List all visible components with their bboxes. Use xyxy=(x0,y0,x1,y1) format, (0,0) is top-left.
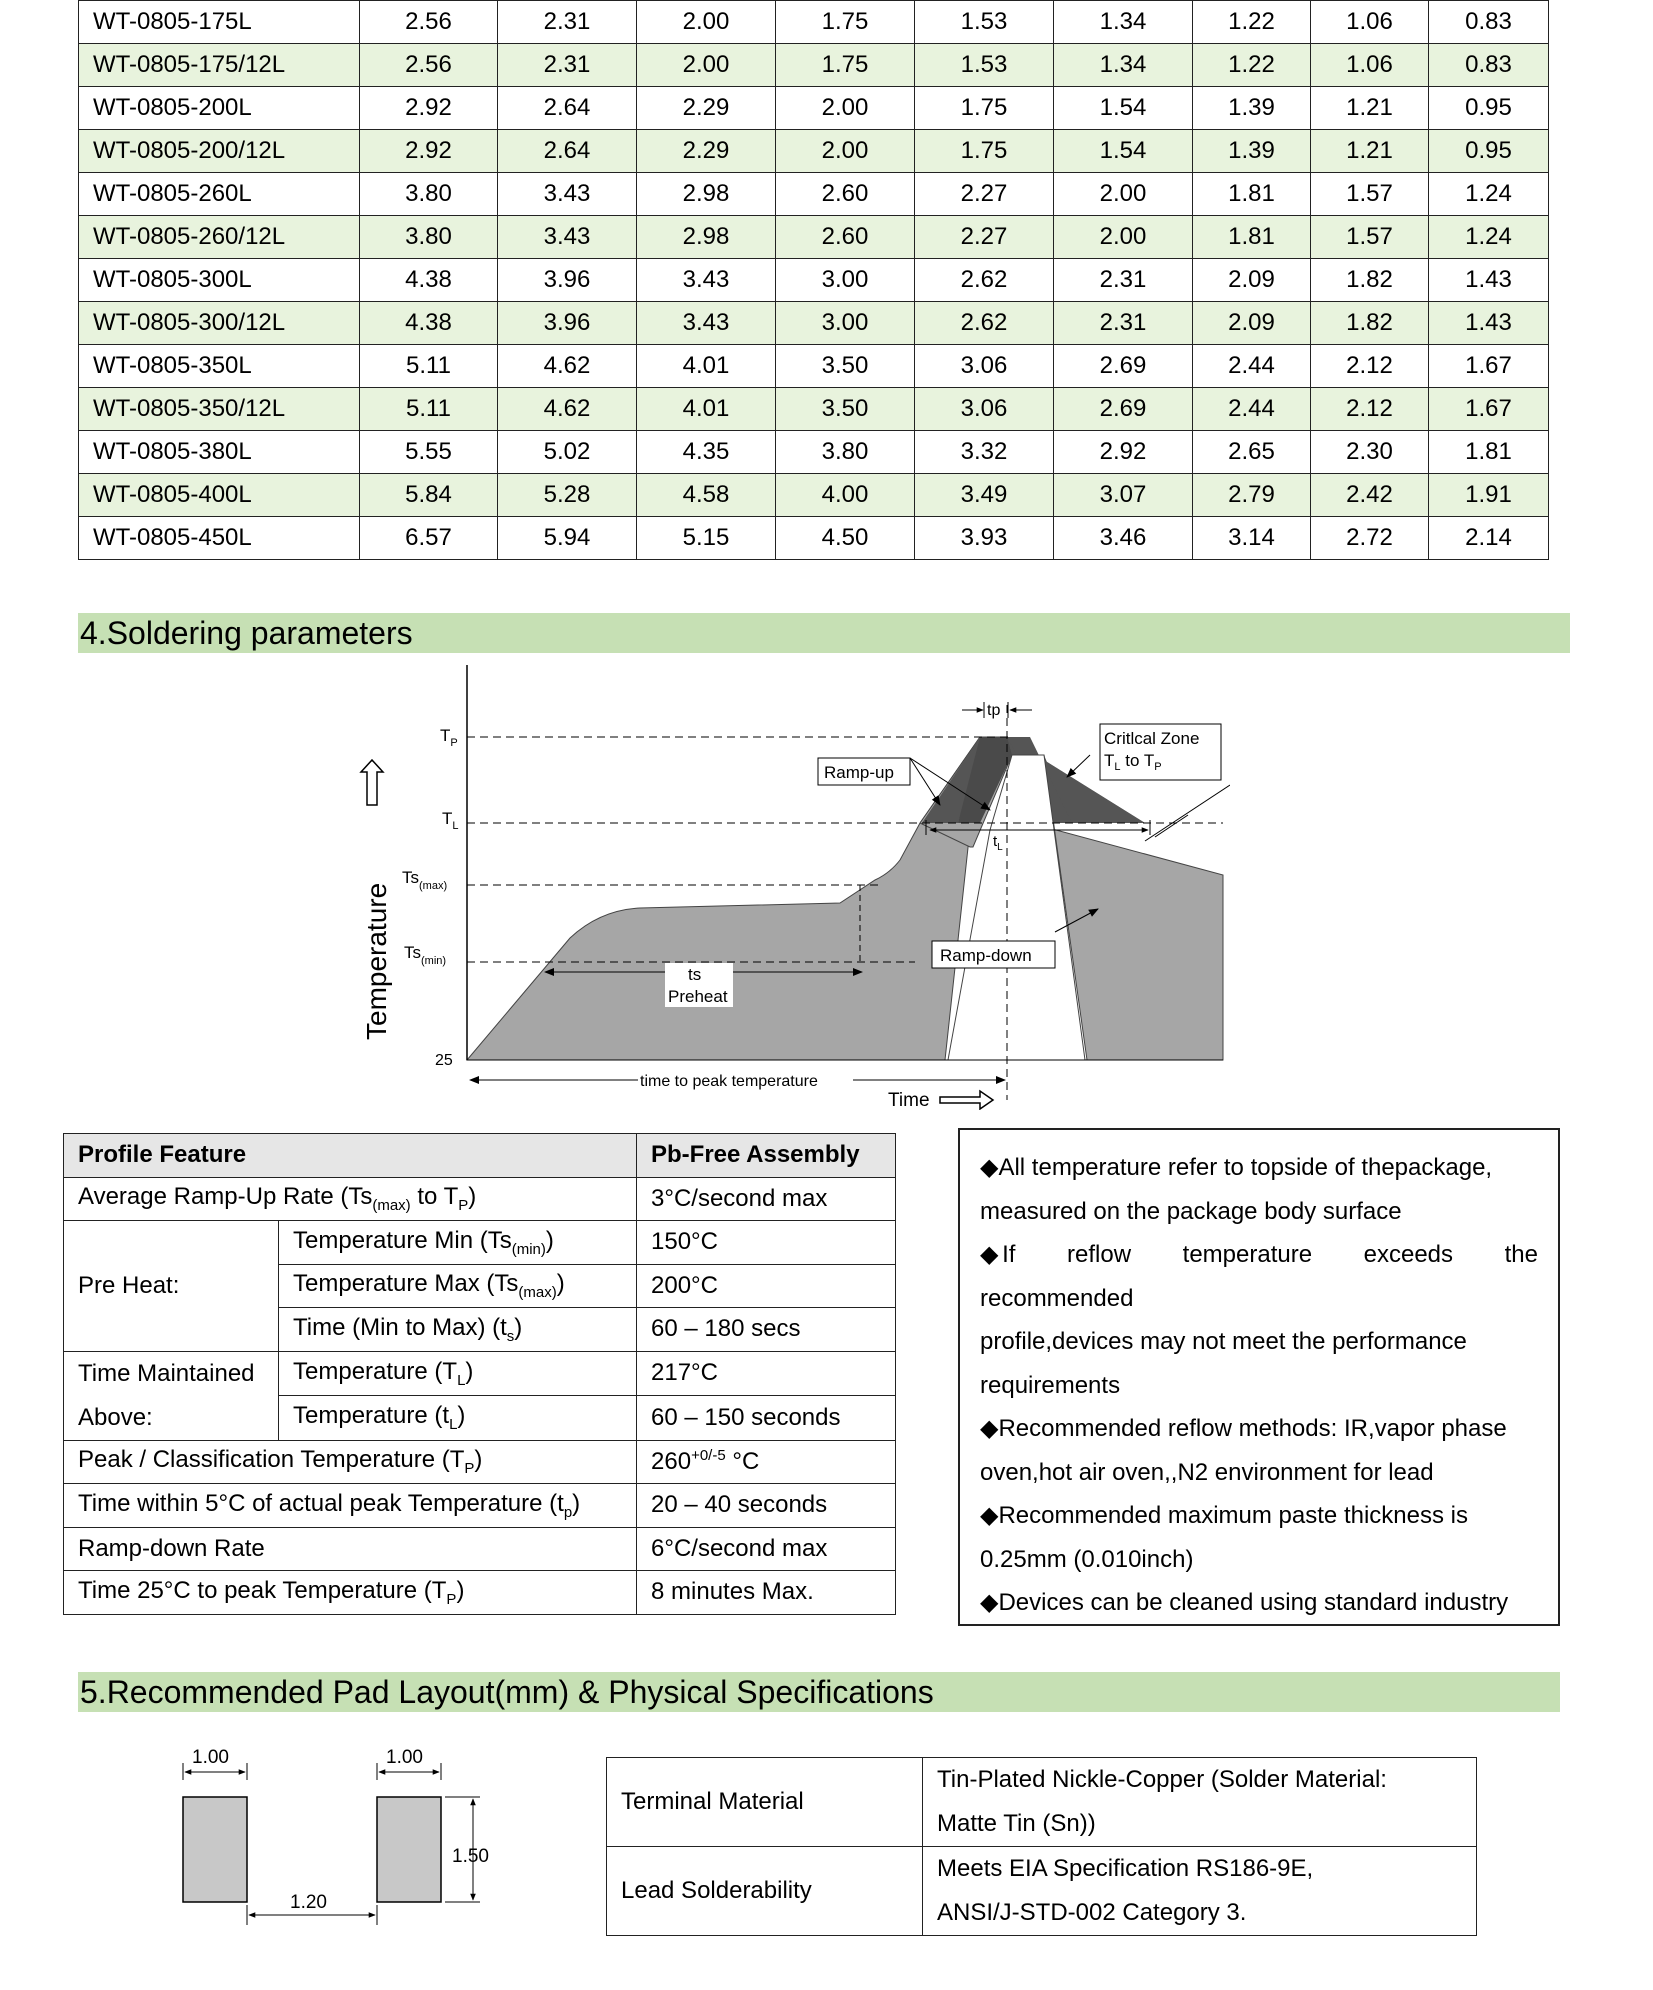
current-value-cell: 3.80 xyxy=(360,216,498,259)
current-value-cell: 2.56 xyxy=(360,1,498,44)
current-value-cell: 1.75 xyxy=(915,87,1054,130)
current-value-cell: 1.54 xyxy=(1054,87,1193,130)
current-value-cell: 1.67 xyxy=(1429,345,1549,388)
part-number-cell: WT-0805-260L xyxy=(79,173,360,216)
tl-time-label: $t_L$ xyxy=(993,833,1003,853)
preheat-time-label: Time (Min to Max) $(t_s)$ xyxy=(279,1308,637,1352)
within5-value: 20 – 40 seconds xyxy=(637,1484,896,1528)
current-value-cell: 4.01 xyxy=(637,388,776,431)
current-value-cell: 1.22 xyxy=(1193,44,1311,87)
pad-right xyxy=(377,1797,441,1902)
current-value-cell: 1.53 xyxy=(915,1,1054,44)
current-value-cell: 3.07 xyxy=(1054,474,1193,517)
preheat-label: Preheat xyxy=(668,987,728,1006)
rampdown-long-pointer xyxy=(1155,815,1188,837)
current-value-cell: 4.62 xyxy=(498,388,637,431)
current-value-cell: 2.29 xyxy=(637,130,776,173)
tl-label: $T_L$ xyxy=(442,809,459,832)
pad-left xyxy=(183,1797,247,1902)
note-4-line-a: ◆Recommended maximum paste thickness is xyxy=(980,1502,1468,1529)
current-value-cell: 3.93 xyxy=(915,517,1054,560)
temperature-up-arrow-icon xyxy=(361,760,383,805)
reflow-profile-chart xyxy=(350,660,1230,1110)
part-number-cell: WT-0805-400L xyxy=(79,474,360,517)
current-value-cell: 3.46 xyxy=(1054,517,1193,560)
current-value-cell: 2.31 xyxy=(498,1,637,44)
current-value-cell: 4.58 xyxy=(637,474,776,517)
current-value-cell: 3.50 xyxy=(776,345,915,388)
peak-row xyxy=(64,1440,896,1484)
current-value-cell: 2.31 xyxy=(498,44,637,87)
current-value-cell: 5.94 xyxy=(498,517,637,560)
current-value-cell: 5.28 xyxy=(498,474,637,517)
current-value-cell: 2.09 xyxy=(1193,259,1311,302)
peak-value: $260^{+0/-5}$ °C xyxy=(637,1440,896,1484)
current-value-cell: 1.75 xyxy=(776,44,915,87)
current-value-cell: 1.34 xyxy=(1054,1,1193,44)
current-value-cell: 2.42 xyxy=(1311,474,1429,517)
part-number-cell: WT-0805-380L xyxy=(79,431,360,474)
current-value-cell: 4.38 xyxy=(360,259,498,302)
current-value-cell: 1.75 xyxy=(915,130,1054,173)
current-value-cell: 2.62 xyxy=(915,259,1054,302)
current-value-cell: 2.92 xyxy=(360,130,498,173)
time25-value: 8 minutes Max. xyxy=(637,1571,896,1615)
part-number-cell: WT-0805-300/12L xyxy=(79,302,360,345)
note-2-line-a: ◆If reflow temperature exceeds the xyxy=(980,1241,1538,1268)
bullet-icon: ◆ xyxy=(980,1589,999,1616)
current-value-cell: 2.60 xyxy=(776,173,915,216)
current-value-cell: 5.11 xyxy=(360,388,498,431)
part-number-cell: WT-0805-450L xyxy=(79,517,360,560)
preheat-time-value: 60 – 180 secs xyxy=(637,1308,896,1352)
current-value-cell: 2.44 xyxy=(1193,388,1311,431)
current-value-cell: 2.29 xyxy=(637,87,776,130)
bullet-icon: ◆ xyxy=(980,1154,999,1181)
current-value-cell: 2.79 xyxy=(1193,474,1311,517)
preheat-max-label: Temperature Max $(Ts_{(max)})$ xyxy=(279,1264,637,1308)
physical-spec-table xyxy=(606,1757,1477,1936)
time25-label: Time 25°C to peak Temperature $(T_P)$ xyxy=(64,1571,637,1615)
rampdown-pointer-2 xyxy=(1145,785,1230,841)
current-value-cell: 3.49 xyxy=(915,474,1054,517)
section-5-title: 5.Recommended Pad Layout(mm) & Physical Specifications xyxy=(80,1674,934,1710)
table-row xyxy=(79,1,1549,44)
note-1-line-a: ◆All temperature refer to topside of thepackage, xyxy=(980,1154,1493,1181)
current-value-cell: 1.24 xyxy=(1429,173,1549,216)
bullet-icon: ◆ xyxy=(980,1241,1003,1268)
current-value-cell: 2.31 xyxy=(1054,259,1193,302)
current-value-cell: 2.65 xyxy=(1193,431,1311,474)
section-4-header xyxy=(78,613,1570,653)
terminal-material-row xyxy=(607,1758,1477,1847)
current-value-cell: 2.00 xyxy=(1054,173,1193,216)
table-row xyxy=(79,517,1549,560)
bullet-icon: ◆ xyxy=(980,1415,999,1442)
current-value-cell: 2.27 xyxy=(915,216,1054,259)
current-value-cell: 2.12 xyxy=(1311,345,1429,388)
maintained-temp-label: Temperature $(T_L)$ xyxy=(279,1351,637,1396)
current-value-cell: 1.43 xyxy=(1429,259,1549,302)
current-value-cell: 2.12 xyxy=(1311,388,1429,431)
current-value-cell: 1.21 xyxy=(1311,87,1429,130)
time25-row xyxy=(64,1571,896,1615)
current-value-cell: 5.15 xyxy=(637,517,776,560)
current-value-cell: 5.55 xyxy=(360,431,498,474)
y25-label: 25 xyxy=(435,1052,453,1069)
part-number-cell: WT-0805-175L xyxy=(79,1,360,44)
pad-layout-diagram xyxy=(170,1735,530,1935)
table-row xyxy=(79,216,1549,259)
lead-solderability-value: Meets EIA Specification RS186-9E, ANSI/J-STD-002 Category 3. xyxy=(923,1847,1477,1936)
current-value-cell: 5.11 xyxy=(360,345,498,388)
note-2-line-d: requirements xyxy=(980,1371,1121,1399)
current-value-cell: 2.30 xyxy=(1311,431,1429,474)
profile-feature-header: Profile Feature xyxy=(64,1134,637,1178)
part-number-cell: WT-0805-175/12L xyxy=(79,44,360,87)
soldering-notes-box xyxy=(958,1128,1560,1626)
preheat-min-label: Temperature Min $(Ts_{(min)})$ xyxy=(279,1221,637,1265)
current-rating-table xyxy=(78,0,1549,560)
part-number-cell: WT-0805-200L xyxy=(79,87,360,130)
maintained-temp-value: 217°C xyxy=(637,1351,896,1396)
current-value-cell: 1.81 xyxy=(1429,431,1549,474)
ramp-up-label: Average Ramp-Up Rate ($Ts_{(max)}$ to $T_P$) xyxy=(64,1177,637,1221)
maintained-temp-row xyxy=(64,1351,896,1396)
current-value-cell: 4.35 xyxy=(637,431,776,474)
current-value-cell: 1.54 xyxy=(1054,130,1193,173)
current-value-cell: 3.06 xyxy=(915,345,1054,388)
maintained-time-value: 60 – 150 seconds xyxy=(637,1396,896,1441)
current-value-cell: 1.75 xyxy=(776,1,915,44)
note-4-line-b: 0.25mm (0.010inch) xyxy=(980,1545,1194,1573)
note-1-line-b: measured on the package body surface xyxy=(980,1197,1402,1225)
current-value-cell: 1.06 xyxy=(1311,1,1429,44)
ramp-up-value: 3°C/second max xyxy=(637,1177,896,1221)
current-value-cell: 4.50 xyxy=(776,517,915,560)
current-value-cell: 2.00 xyxy=(637,1,776,44)
current-value-cell: 2.98 xyxy=(637,173,776,216)
current-value-cell: 1.91 xyxy=(1429,474,1549,517)
current-value-cell: 1.34 xyxy=(1054,44,1193,87)
current-value-cell: 3.06 xyxy=(915,388,1054,431)
current-value-cell: 3.43 xyxy=(498,216,637,259)
current-rating-table-body xyxy=(79,1,1549,560)
within5-label: Time within 5°C of actual peak Temperature $(t_p)$ xyxy=(64,1484,637,1528)
pad-gap-label: 1.20 xyxy=(290,1892,327,1913)
ramp-down-value: 6°C/second max xyxy=(637,1527,896,1571)
section-5-header xyxy=(78,1672,1560,1712)
section-4-title: 4.Soldering parameters xyxy=(80,615,413,651)
note-3-line-a: ◆Recommended reflow methods: IR,vapor phase xyxy=(980,1415,1507,1442)
preheat-min-row xyxy=(64,1221,896,1265)
preheat-min-value: 150°C xyxy=(637,1221,896,1265)
current-value-cell: 1.57 xyxy=(1311,216,1429,259)
current-value-cell: 3.80 xyxy=(776,431,915,474)
current-value-cell: 2.69 xyxy=(1054,345,1193,388)
preheat-group-label: Pre Heat: xyxy=(64,1221,279,1352)
critical-pointer xyxy=(1067,755,1090,777)
current-value-cell: 2.31 xyxy=(1054,302,1193,345)
rampup-pointer-1 xyxy=(910,758,940,805)
current-value-cell: 1.82 xyxy=(1311,302,1429,345)
current-value-cell: 1.21 xyxy=(1311,130,1429,173)
current-value-cell: 2.27 xyxy=(915,173,1054,216)
reflow-profile-table xyxy=(63,1133,896,1615)
current-value-cell: 0.83 xyxy=(1429,44,1549,87)
current-value-cell: 2.09 xyxy=(1193,302,1311,345)
tp-top-label: tp xyxy=(987,702,1001,719)
current-value-cell: 1.43 xyxy=(1429,302,1549,345)
ts-label: ts xyxy=(688,965,702,984)
table-row xyxy=(79,345,1549,388)
current-value-cell: 1.24 xyxy=(1429,216,1549,259)
current-value-cell: 2.44 xyxy=(1193,345,1311,388)
current-value-cell: 5.84 xyxy=(360,474,498,517)
current-value-cell: 3.32 xyxy=(915,431,1054,474)
table-row xyxy=(79,259,1549,302)
pad-height-label: 1.50 xyxy=(452,1846,489,1867)
current-value-cell: 3.43 xyxy=(637,302,776,345)
current-value-cell: 3.00 xyxy=(776,302,915,345)
current-value-cell: 4.62 xyxy=(498,345,637,388)
current-value-cell: 6.57 xyxy=(360,517,498,560)
current-value-cell: 2.00 xyxy=(1054,216,1193,259)
ramp-up-row xyxy=(64,1177,896,1221)
table-row xyxy=(79,302,1549,345)
current-value-cell: 3.96 xyxy=(498,259,637,302)
part-number-cell: WT-0805-350/12L xyxy=(79,388,360,431)
table-row xyxy=(79,87,1549,130)
critical-zone-line2: $T_L$ to $T_P$ xyxy=(1104,751,1162,773)
part-number-cell: WT-0805-350L xyxy=(79,345,360,388)
current-value-cell: 1.82 xyxy=(1311,259,1429,302)
current-value-cell: 3.00 xyxy=(776,259,915,302)
part-number-cell: WT-0805-200/12L xyxy=(79,130,360,173)
current-value-cell: 1.67 xyxy=(1429,388,1549,431)
lead-solderability-label: Lead Solderability xyxy=(607,1847,923,1936)
current-value-cell: 1.81 xyxy=(1193,173,1311,216)
time-right-arrow-icon xyxy=(940,1091,993,1109)
current-value-cell: 2.72 xyxy=(1311,517,1429,560)
temperature-axis-title: Temperature xyxy=(361,882,392,1040)
table-row xyxy=(79,431,1549,474)
current-value-cell: 1.39 xyxy=(1193,130,1311,173)
maintained-time-label: Temperature $(t_L)$ xyxy=(279,1396,637,1441)
current-value-cell: 0.95 xyxy=(1429,130,1549,173)
current-value-cell: 0.95 xyxy=(1429,87,1549,130)
terminal-material-label: Terminal Material xyxy=(607,1758,923,1847)
terminal-material-value: Tin-Plated Nickle-Copper (Solder Material: Matte Tin (Sn)) xyxy=(923,1758,1477,1847)
current-value-cell: 3.43 xyxy=(498,173,637,216)
current-value-cell: 1.57 xyxy=(1311,173,1429,216)
current-value-cell: 0.83 xyxy=(1429,1,1549,44)
current-value-cell: 3.50 xyxy=(776,388,915,431)
part-number-cell: WT-0805-260/12L xyxy=(79,216,360,259)
current-value-cell: 2.69 xyxy=(1054,388,1193,431)
rampup-label: Ramp-up xyxy=(824,763,894,782)
note-2-line-c: profile,devices may not meet the performance xyxy=(980,1328,1467,1355)
current-value-cell: 3.96 xyxy=(498,302,637,345)
table-row xyxy=(79,130,1549,173)
current-value-cell: 2.56 xyxy=(360,44,498,87)
note-2-line-b: recommended xyxy=(980,1284,1134,1312)
pad-left-width-label: 1.00 xyxy=(192,1747,229,1768)
ramp-down-row xyxy=(64,1527,896,1571)
note-3-line-b: oven,hot air oven,,N2 environment for lead xyxy=(980,1458,1434,1486)
critical-zone-line1: Critlcal Zone xyxy=(1104,729,1200,748)
current-value-cell: 3.80 xyxy=(360,173,498,216)
maintained-group-label: Time Maintained Above: xyxy=(64,1351,279,1440)
table-row xyxy=(79,388,1549,431)
table-row xyxy=(79,474,1549,517)
table-row xyxy=(79,44,1549,87)
current-value-cell: 5.02 xyxy=(498,431,637,474)
current-value-cell: 2.92 xyxy=(360,87,498,130)
current-value-cell: 1.53 xyxy=(915,44,1054,87)
current-value-cell: 1.39 xyxy=(1193,87,1311,130)
bullet-icon: ◆ xyxy=(980,1502,999,1529)
time-to-peak-label: time to peak temperature xyxy=(640,1073,818,1090)
current-value-cell: 2.00 xyxy=(776,87,915,130)
current-value-cell: 2.64 xyxy=(498,130,637,173)
tsmin-label: $Ts_{(min)}$ xyxy=(404,943,447,967)
current-value-cell: 2.00 xyxy=(637,44,776,87)
current-value-cell: 1.22 xyxy=(1193,1,1311,44)
ramp-down-label: Ramp-down Rate xyxy=(64,1527,637,1571)
pb-free-header: Pb-Free Assembly xyxy=(637,1134,896,1178)
table-row xyxy=(79,173,1549,216)
tsmax-label: $Ts_{(max)}$ xyxy=(402,868,448,892)
current-value-cell: 2.92 xyxy=(1054,431,1193,474)
current-value-cell: 2.60 xyxy=(776,216,915,259)
current-value-cell: 2.64 xyxy=(498,87,637,130)
current-value-cell: 4.38 xyxy=(360,302,498,345)
current-value-cell: 4.00 xyxy=(776,474,915,517)
current-value-cell: 2.62 xyxy=(915,302,1054,345)
pad-right-width-label: 1.00 xyxy=(386,1747,423,1768)
rampdown-label: Ramp-down xyxy=(940,946,1032,965)
lead-solderability-row xyxy=(607,1847,1477,1936)
current-value-cell: 2.00 xyxy=(776,130,915,173)
current-value-cell: 2.98 xyxy=(637,216,776,259)
profile-table-header-row xyxy=(64,1134,896,1178)
time-axis-title: Time xyxy=(888,1090,930,1110)
current-value-cell: 1.06 xyxy=(1311,44,1429,87)
preheat-max-value: 200°C xyxy=(637,1264,896,1308)
current-value-cell: 4.01 xyxy=(637,345,776,388)
note-5-line-a: ◆Devices can be cleaned using standard industry xyxy=(980,1589,1509,1616)
current-value-cell: 3.43 xyxy=(637,259,776,302)
current-value-cell: 2.14 xyxy=(1429,517,1549,560)
tp-label: $T_P$ xyxy=(440,726,458,749)
peak-label: Peak / Classification Temperature $(T_P)$ xyxy=(64,1440,637,1484)
current-value-cell: 3.14 xyxy=(1193,517,1311,560)
part-number-cell: WT-0805-300L xyxy=(79,259,360,302)
within5-row xyxy=(64,1484,896,1528)
current-value-cell: 1.81 xyxy=(1193,216,1311,259)
